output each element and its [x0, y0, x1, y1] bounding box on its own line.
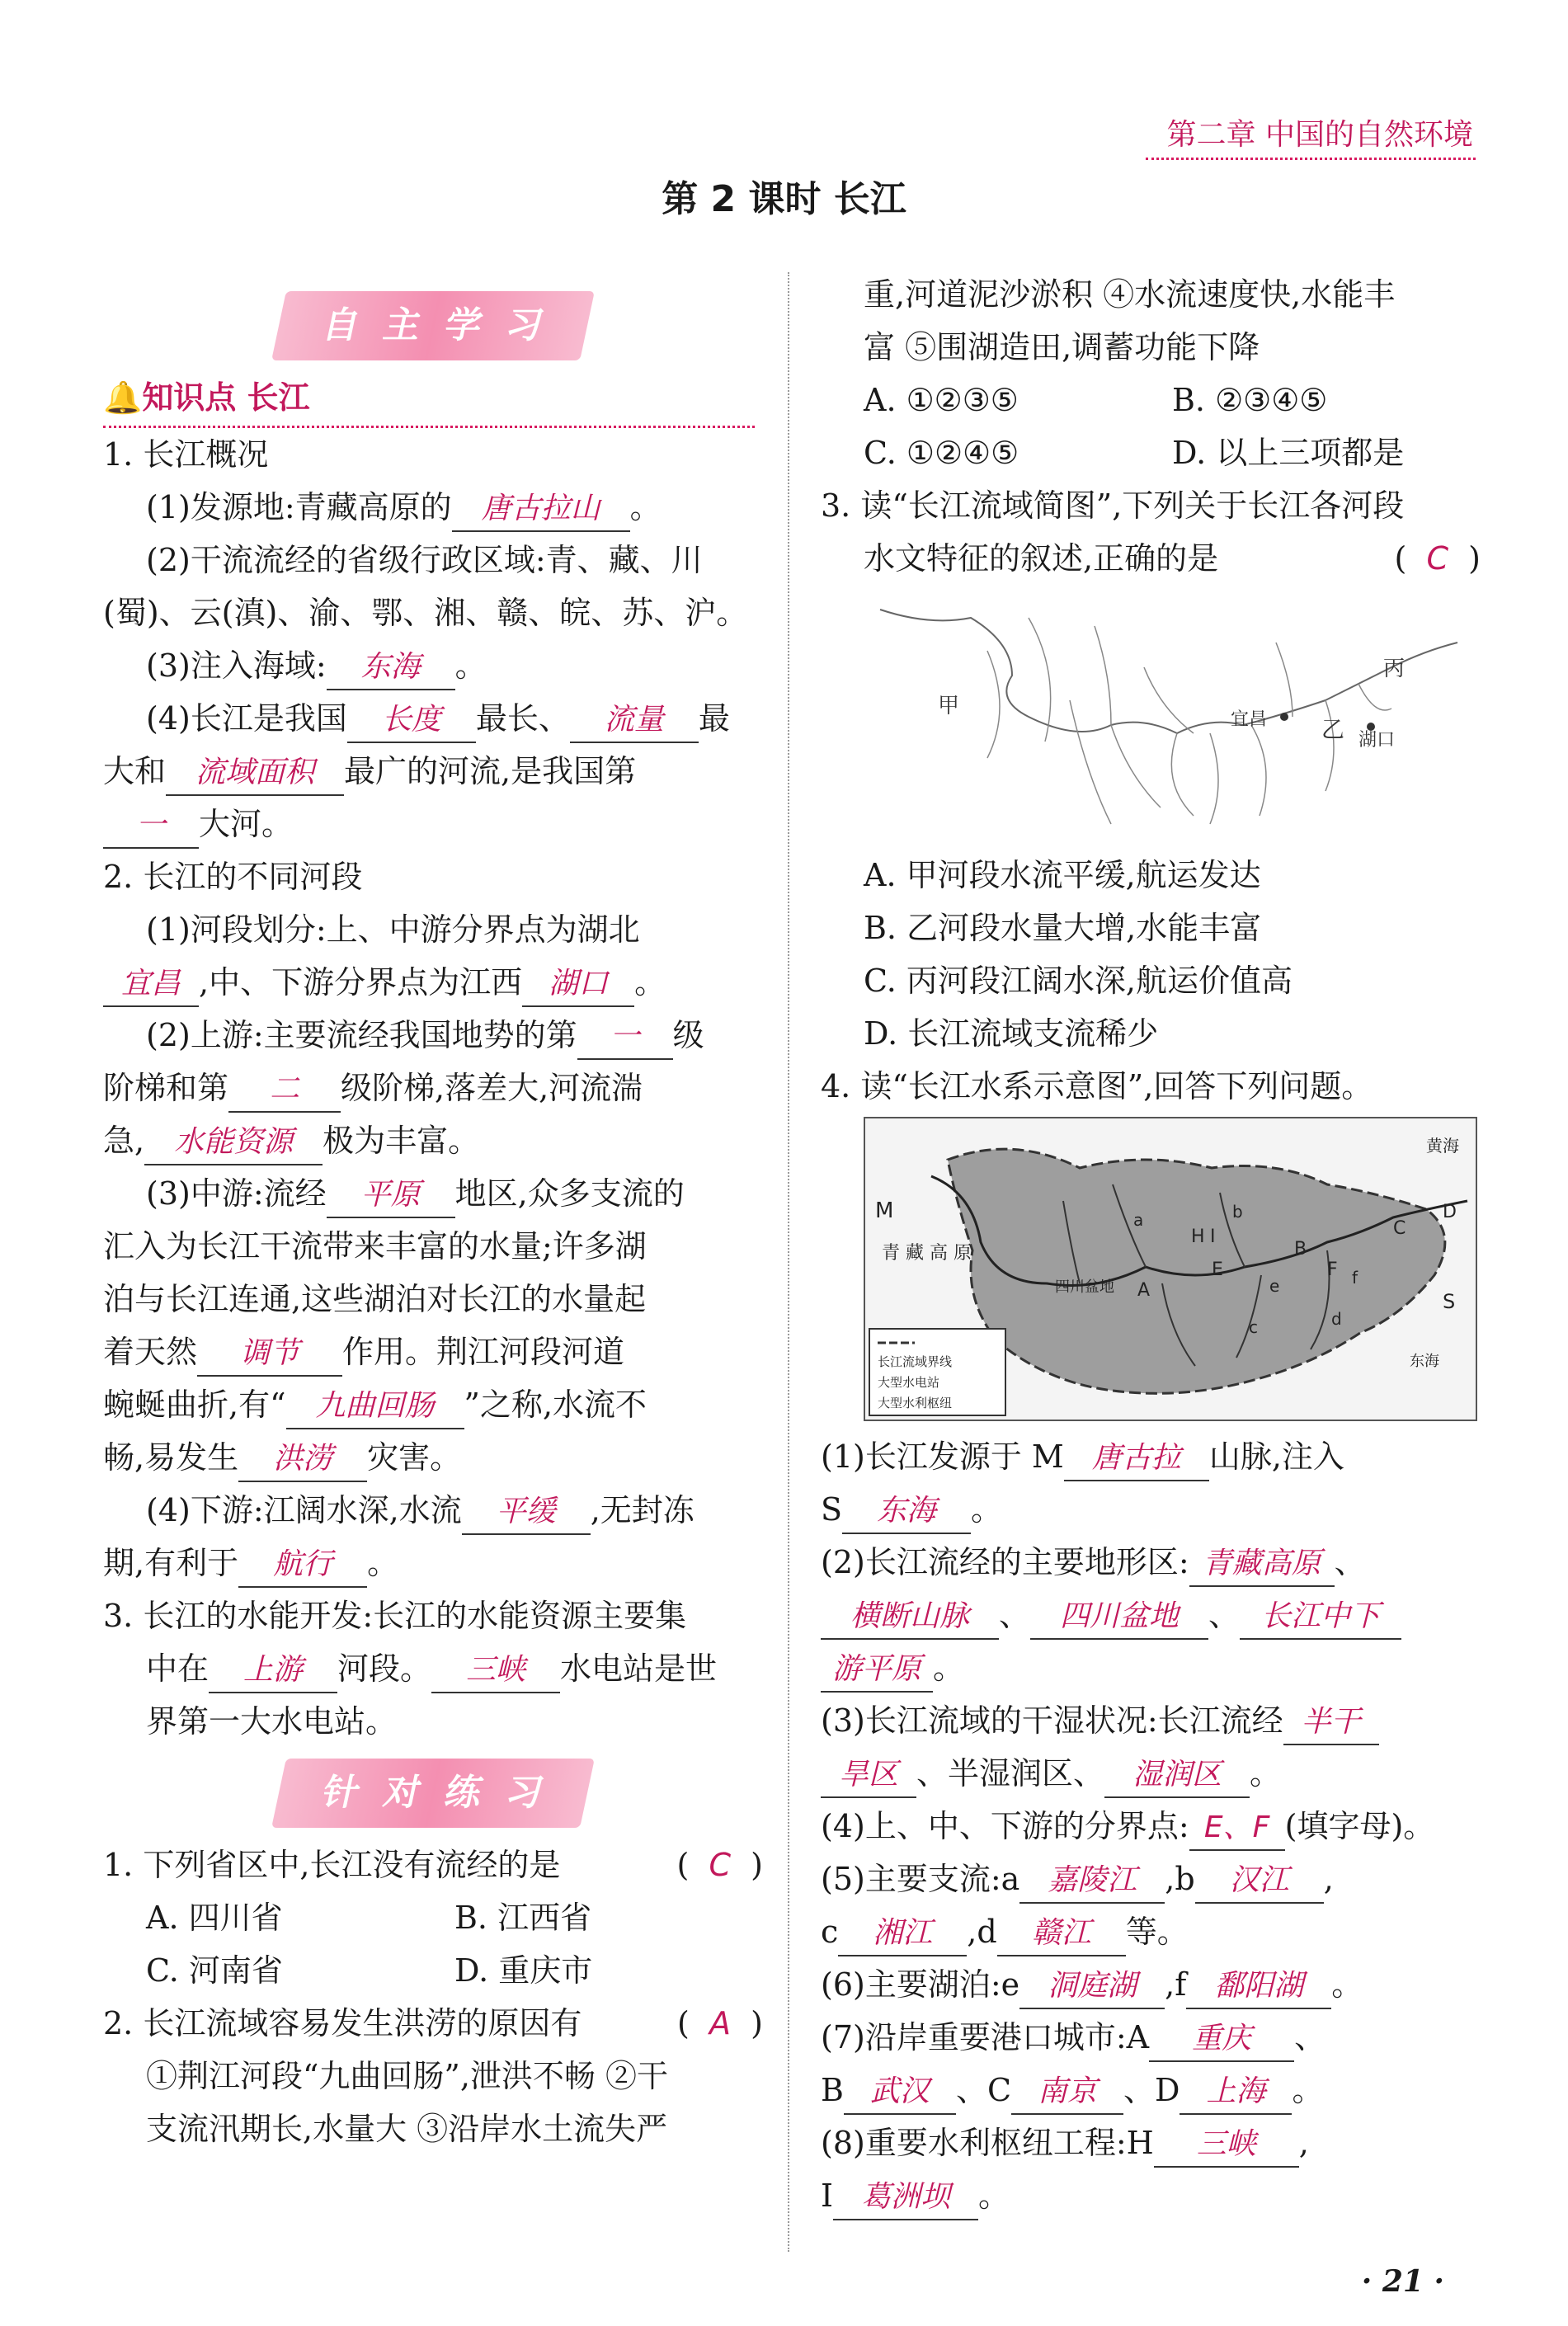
label-sichuan: 四川盆地	[1055, 1278, 1114, 1296]
q1-4b	[103, 745, 763, 798]
page-title: 第 2 课时 长江	[662, 178, 906, 220]
answer-blank[interactable]: 青藏高原	[1189, 1542, 1335, 1587]
a6	[821, 1958, 1481, 2011]
a6-text: (6)主要湖泊:e	[821, 1966, 1020, 2003]
q1-4c	[103, 798, 763, 850]
option-a[interactable]: A. 四川省	[146, 1900, 283, 1936]
q1-4b-text: 大和	[103, 753, 167, 789]
a8b	[821, 2169, 1481, 2222]
a8	[821, 2116, 1481, 2169]
a5b-end: 等。	[1125, 1914, 1189, 1950]
a2-sep2: 、	[1208, 1597, 1241, 1633]
q2-3d-end: 作用。荆江河段河道	[342, 1334, 625, 1370]
self-study-title: 自主学习	[271, 291, 595, 360]
a4	[821, 1800, 1481, 1853]
p2-b: ①荆江河段“九曲回肠”,泄洪不畅 ②干	[146, 2058, 669, 2094]
yichang-dot	[1280, 713, 1288, 721]
option-a[interactable]: A. ①②③⑤	[864, 382, 1019, 418]
q1-2b: (蜀)、云(滇)、渝、鄂、湘、赣、皖、苏、沪。	[103, 595, 748, 631]
a5-end: ,	[1323, 1861, 1334, 1897]
p2-text: 2. 长江流域容易发生洪涝的原因有	[103, 2005, 582, 2041]
option-b[interactable]: B. 江西省	[454, 1900, 592, 1936]
q2-2b-end: 级阶梯,落差大,河流湍	[341, 1070, 643, 1106]
p2	[103, 1997, 763, 2050]
q2-2a-end: 级	[672, 1017, 704, 1053]
answer-blank[interactable]: 唐古拉	[1064, 1437, 1209, 1481]
a3-end: 。	[1250, 1755, 1282, 1792]
answer-blank[interactable]: 东海	[842, 1490, 971, 1534]
q2-1b-end: 。	[634, 964, 666, 1001]
option-b[interactable]: B. ②③④⑤	[1172, 382, 1328, 418]
map1-wrapper	[821, 585, 1481, 849]
q2-2c-end: 极为丰富。	[323, 1123, 480, 1159]
a7-end: 、	[1294, 2019, 1326, 2055]
p2-c: 支流汛期长,水量大 ③沿岸水土流失严	[146, 2111, 668, 2147]
knowledge-point	[103, 371, 755, 428]
answer-blank[interactable]: 上海	[1180, 2070, 1292, 2115]
bell-icon: 🔔	[103, 379, 143, 416]
q3b-text: 中在	[146, 1650, 210, 1687]
yangtze-water-system-map	[864, 1117, 1477, 1421]
p1	[103, 1839, 763, 1891]
q2-1b	[103, 956, 763, 1009]
p3-option-a[interactable]: A. 甲河段水流平缓,航运发达	[864, 857, 1261, 893]
page-number: · 21 ·	[1361, 2264, 1444, 2299]
p3-option-b[interactable]: B. 乙河段水量大增,水能丰富	[864, 910, 1262, 946]
q1-4-end: 最	[698, 700, 730, 737]
answer-blank[interactable]: 旱区	[821, 1754, 916, 1798]
answer-blank[interactable]: 航行	[238, 1543, 367, 1588]
q1-4c-end: 大河。	[199, 806, 294, 842]
p2-options-2	[821, 426, 1481, 479]
p3-choice[interactable]: C	[1426, 540, 1449, 577]
q2-3e-end: ”之称,水流不	[464, 1387, 647, 1423]
a7	[821, 2011, 1481, 2064]
a5-text: (5)主要支流:a	[821, 1861, 1020, 1897]
answer-blank[interactable]: 宜昌	[103, 963, 199, 1007]
answer-blank[interactable]: 水能资源	[144, 1121, 323, 1165]
q2-3a-end: 地区,众多支流的	[454, 1175, 685, 1212]
answer-blank[interactable]: 湖口	[522, 963, 634, 1007]
a1b	[821, 1483, 1481, 1536]
p3-option-c[interactable]: C. 丙河段江阔水深,航运价值高	[864, 963, 1293, 999]
practice-banner	[103, 1748, 763, 1839]
answer-blank[interactable]: 洪涝	[238, 1438, 367, 1482]
label-b: b	[1232, 1202, 1243, 1222]
label-qingzang: 青 藏 高 原	[882, 1243, 972, 1264]
option-c[interactable]: C. ①②④⑤	[864, 435, 1019, 471]
a8-end: ,	[1298, 2125, 1309, 2161]
q2-4b-text: 期,有利于	[103, 1545, 239, 1581]
p3a: 3. 读“长江流域简图”,下列关于长江各河段	[821, 487, 1405, 524]
legend-boundary: 长江流域界线	[878, 1354, 953, 1369]
q2-4a-end: ,无封冻	[590, 1492, 695, 1528]
q2-4b-end: 。	[367, 1545, 399, 1581]
answer-blank[interactable]: 平缓	[462, 1490, 591, 1535]
q1-3-text: (3)注入海域:	[146, 647, 327, 684]
label-I: I	[1210, 1227, 1216, 1247]
q1-2a: (2)干流流经的省级行政区域:青、藏、川	[146, 542, 703, 578]
q1-3-end: 。	[454, 647, 487, 684]
answer-blank[interactable]: 上游	[209, 1649, 337, 1693]
a4-text: (4)上、中、下游的分界点:	[821, 1808, 1189, 1844]
answer-blank[interactable]: 流域面积	[166, 751, 344, 796]
column-divider	[788, 272, 789, 2252]
p1-options	[103, 1891, 763, 1944]
a3-mid: 、半湿润区、	[916, 1755, 1105, 1792]
q2-3a-text: (3)中游:流经	[146, 1175, 327, 1212]
p3b	[821, 532, 1481, 585]
a1b-text: S	[821, 1491, 843, 1528]
a7b-end: 。	[1292, 2072, 1324, 2108]
a1	[821, 1430, 1481, 1483]
answer-blank[interactable]: 九曲回肠	[286, 1385, 464, 1429]
label-A: A	[1137, 1280, 1151, 1301]
answer-blank[interactable]: 三峡	[1154, 2123, 1299, 2168]
q2-3f-text: 畅,易发生	[103, 1439, 239, 1476]
a1-end: 山脉,注入	[1208, 1438, 1344, 1475]
a2-final: 。	[933, 1650, 965, 1686]
q2-2a-text: (2)上游:主要流经我国地势的第	[146, 1017, 577, 1053]
a7-text: (7)沿岸重要港口城市:A	[821, 2019, 1150, 2055]
q2-3a	[103, 1167, 763, 1220]
q3a: 3. 长江的水能开发:长江的水能资源主要集	[103, 1598, 687, 1634]
a7b-m1: 、C	[955, 2072, 1012, 2108]
answer-blank[interactable]: 横断山脉	[821, 1595, 999, 1640]
answer-blank[interactable]: 平原	[327, 1174, 455, 1218]
q3b-mid: 河段。	[337, 1650, 432, 1687]
q1-4a	[103, 692, 763, 745]
q2-3e-text: 蜿蜒曲折,有“	[103, 1387, 286, 1423]
answer-blank[interactable]: 重庆	[1149, 2018, 1294, 2062]
q1-heading: 1. 长江概况	[103, 436, 269, 473]
answer-blank[interactable]: 一	[577, 1015, 673, 1060]
q2-4a-text: (4)下游:江阔水深,水流	[146, 1492, 462, 1528]
q2-2c-text: 急,	[103, 1123, 145, 1159]
label-E: E	[1212, 1260, 1223, 1280]
answer-blank[interactable]: 东海	[327, 646, 455, 690]
answer-blank[interactable]: 赣江	[997, 1912, 1126, 1956]
main-river	[880, 610, 1457, 733]
label-yichang: 宜昌	[1231, 709, 1268, 730]
answer-blank[interactable]: 湘江	[838, 1912, 967, 1956]
p3-option-d[interactable]: D. 长江流域支流稀少	[864, 1015, 1159, 1052]
label-c: c	[1249, 1317, 1258, 1337]
label-C: C	[1393, 1218, 1406, 1239]
option-d[interactable]: D. 以上三项都是	[1172, 435, 1405, 471]
a5b	[821, 1905, 1481, 1958]
label-m: M	[875, 1198, 894, 1223]
answer-blank[interactable]: 汉江	[1195, 1859, 1324, 1904]
legend-hub: 大型水利枢纽	[878, 1396, 953, 1410]
label-H: H	[1191, 1227, 1205, 1247]
label-F: F	[1327, 1260, 1338, 1280]
q3c: 界第一大水电站。	[146, 1703, 398, 1740]
label-f: f	[1352, 1268, 1358, 1288]
p4: 4. 读“长江水系示意图”,回答下列问题。	[821, 1068, 1373, 1104]
q2-2c	[103, 1114, 763, 1167]
knowledge-point-label: 知识点 长江	[142, 379, 310, 416]
q2-4a	[103, 1484, 763, 1537]
p2-d: 重,河道泥沙淤积 ④水流速度快,水能丰	[864, 276, 1396, 313]
p1-options-2	[103, 1944, 763, 1997]
option-c[interactable]: C. 河南省	[146, 1952, 283, 1989]
q1-1-text: (1)发源地:青藏高原的	[146, 489, 452, 525]
answer-blank[interactable]: 游平原	[821, 1648, 933, 1693]
answer-blank[interactable]: E、F	[1189, 1806, 1285, 1851]
a6-mid: ,f	[1165, 1966, 1187, 2003]
q2-3b: 汇入为长江干流带来丰富的水量;许多湖	[103, 1228, 647, 1264]
p3b-text: 水文特征的叙述,正确的是	[864, 540, 1219, 577]
answer-blank[interactable]: 嘉陵江	[1019, 1859, 1165, 1904]
q2-4b	[103, 1537, 763, 1589]
label-e: e	[1269, 1276, 1280, 1296]
self-study-banner	[103, 280, 763, 371]
answer-blank[interactable]: 四川盆地	[1030, 1595, 1208, 1640]
label-jia: 甲	[938, 694, 960, 718]
p2-options	[821, 374, 1481, 426]
answer-blank[interactable]: 三峡	[431, 1649, 560, 1693]
header-underline	[1146, 153, 1476, 160]
a7b	[821, 2064, 1481, 2116]
q2-2b-text: 阶梯和第	[103, 1070, 229, 1106]
q2-3e	[103, 1378, 763, 1431]
right-column	[821, 268, 1481, 2222]
answer-blank[interactable]: 调节	[197, 1332, 342, 1377]
label-d: d	[1331, 1309, 1342, 1329]
answer-blank[interactable]: 南京	[1011, 2070, 1123, 2115]
label-a: a	[1133, 1210, 1144, 1230]
label-donghai: 东海	[1410, 1353, 1439, 1370]
a2-text: (2)长江流经的主要地形区:	[821, 1544, 1189, 1580]
a5-mid: ,b	[1165, 1861, 1195, 1897]
q1-4-mid: 最长、	[475, 700, 570, 737]
p2-answer: ( A )	[677, 2005, 763, 2041]
a2-sep: 、	[999, 1597, 1031, 1633]
chapter-header: 第二章 中国的自然环境	[1166, 118, 1473, 152]
label-s: S	[1443, 1290, 1456, 1313]
a2c	[821, 1641, 1481, 1694]
answer-blank[interactable]: 葛洲坝	[833, 2176, 978, 2220]
a6-end: 。	[1331, 1966, 1363, 2003]
answer-blank[interactable]: 武汉	[844, 2070, 956, 2115]
a2b	[821, 1589, 1481, 1641]
a5b-mid: ,d	[967, 1914, 997, 1950]
q2-3d-text: 着天然	[103, 1334, 198, 1370]
a2	[821, 1536, 1481, 1589]
q2-1b-mid: ,中、下游分界点为江西	[199, 964, 523, 1001]
q2-2a	[103, 1009, 763, 1062]
q2-3c: 泊与长江连通,这些湖泊对长江的水量起	[103, 1281, 647, 1317]
p1-choice[interactable]: C	[709, 1847, 732, 1883]
q2-3f-end: 灾害。	[367, 1439, 462, 1476]
q2-3d	[103, 1325, 763, 1378]
a3	[821, 1694, 1481, 1747]
a7b-text: B	[821, 2072, 844, 2108]
p1-text: 1. 下列省区中,长江没有流经的是	[103, 1847, 561, 1883]
a5	[821, 1853, 1481, 1905]
a1b-end: 。	[971, 1491, 1003, 1528]
label-yi: 乙	[1321, 716, 1345, 743]
answer-blank[interactable]: 半干	[1283, 1701, 1379, 1745]
practice-title: 针对练习	[271, 1759, 595, 1828]
label-huanghai: 黄海	[1426, 1136, 1459, 1156]
q1-1-end: 。	[629, 489, 662, 525]
a5b-text: c	[821, 1914, 839, 1950]
label-D: D	[1443, 1202, 1457, 1222]
q2-3f	[103, 1431, 763, 1484]
answer-blank[interactable]: 湿润区	[1104, 1754, 1250, 1798]
option-d[interactable]: D. 重庆市	[454, 1952, 593, 1989]
answer-blank[interactable]: 长江中下	[1240, 1595, 1401, 1640]
answer-blank[interactable]: 洞庭湖	[1019, 1965, 1165, 2009]
label-bing: 丙	[1383, 657, 1406, 681]
answer-blank[interactable]: 唐古拉山	[452, 487, 630, 532]
a8-text: (8)重要水利枢纽工程:H	[821, 2125, 1154, 2161]
yangtze-simple-map	[864, 593, 1474, 832]
answer-blank[interactable]: 流量	[570, 699, 699, 743]
a8b-text: I	[821, 2178, 834, 2214]
q2-heading: 2. 长江的不同河段	[103, 859, 363, 895]
q1-1	[103, 481, 763, 534]
q2-1a: (1)河段划分:上、中游分界点为湖北	[146, 911, 640, 948]
q3b	[103, 1642, 763, 1695]
answer-blank[interactable]: 二	[228, 1068, 341, 1113]
p3-answer: ( C )	[1394, 540, 1481, 577]
p2-e: 富 ⑤围湖造田,调蓄功能下降	[864, 329, 1260, 365]
p2-choice[interactable]: A	[709, 2005, 732, 2041]
q1-4b-end: 最广的河流,是我国第	[344, 753, 637, 789]
q1-3	[103, 639, 763, 692]
a3b	[821, 1747, 1481, 1800]
answer-blank[interactable]: 长度	[347, 699, 476, 743]
q1-4-text: (4)长江是我国	[146, 700, 347, 737]
a7b-m2: 、D	[1123, 2072, 1180, 2108]
a8b-end: 。	[978, 2178, 1010, 2214]
p1-answer: ( C )	[676, 1847, 763, 1883]
answer-blank[interactable]: 一	[103, 804, 199, 849]
q2-2b	[103, 1062, 763, 1114]
a4-end: (填字母)。	[1284, 1808, 1435, 1844]
label-B: B	[1294, 1239, 1307, 1260]
a2-end: 、	[1334, 1544, 1366, 1580]
legend-hydropower: 大型水电站	[878, 1375, 940, 1390]
left-column	[103, 280, 763, 2155]
a1-text: (1)长江发源于 M	[821, 1438, 1064, 1475]
answer-blank[interactable]: 鄱阳湖	[1186, 1965, 1331, 2009]
map2-wrapper	[821, 1113, 1481, 1430]
a3-text: (3)长江流域的干湿状况:长江流经	[821, 1702, 1283, 1739]
label-hukou: 湖口	[1358, 730, 1396, 751]
q3b-end: 水电站是世	[560, 1650, 718, 1687]
